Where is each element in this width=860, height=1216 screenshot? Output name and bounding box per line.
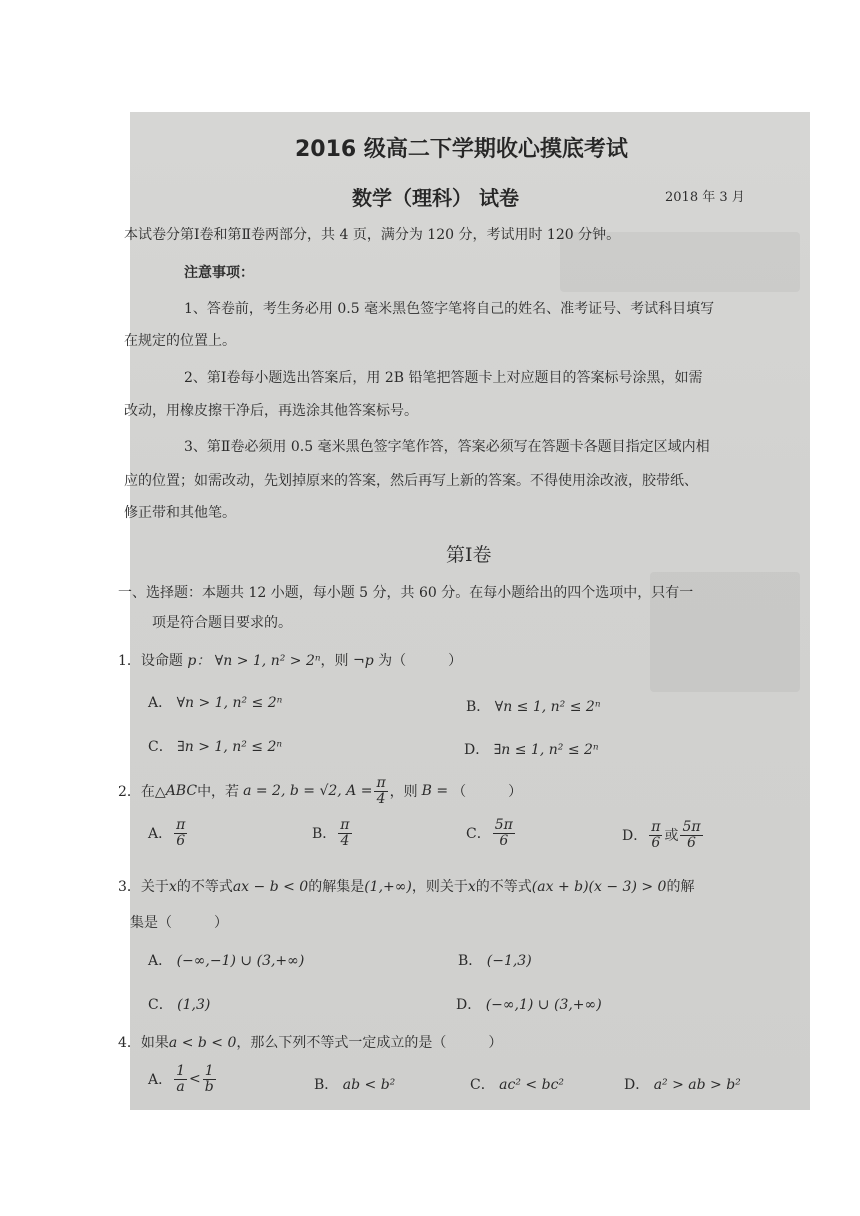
q3-option-d-text: (−∞,1) ∪ (3,+∞) [485, 997, 602, 1013]
q2-option-d-fraction-2 [680, 820, 702, 850]
question-2-stem [118, 776, 522, 806]
q3-option-c-text: (1,3) [177, 997, 211, 1013]
q2-option-d-num-1: π [651, 819, 661, 835]
q2-option-c [466, 818, 517, 848]
part1-instruction-cont: 项是符合题目要求的。 [152, 615, 292, 631]
notice-item-3-cont: 应的位置；如需改动，先划掉原来的答案，然后再写上新的答案。不得使用涂改液，胶带纸、 [124, 473, 698, 489]
q1-option-d-text: ∃n ≤ 1, n² ≤ 2ⁿ [493, 742, 599, 758]
section-title: 第Ⅰ卷 [446, 544, 492, 566]
q3-stem-d: ，则关于 [411, 879, 468, 895]
q3-option-d-label: D． [456, 997, 482, 1013]
q3-option-c [148, 994, 210, 1014]
q2-option-d [622, 820, 705, 850]
q3-var-2: x [467, 879, 476, 895]
q4-option-a-den-1: a [176, 1078, 185, 1095]
q3-solution-set: (1,+∞) [364, 879, 412, 895]
intro-text: 本试卷分第Ⅰ卷和第Ⅱ卷两部分，共 4 页，满分为 120 分，考试用时 120 分钟。 [124, 227, 621, 243]
q4-option-a-num-2: 1 [204, 1063, 214, 1079]
q3-stem-b: 的不等式 [176, 879, 233, 895]
q2-option-b-num: π [340, 817, 350, 833]
q1-negation: ¬p [353, 653, 374, 669]
q4-option-a [148, 1064, 218, 1094]
q4-option-d-text: a² > ab > b² [653, 1077, 741, 1093]
q3-inequality-1: ax − b < 0 [232, 879, 309, 895]
q3-stem-f: 的解 [666, 879, 695, 895]
q2-option-a [148, 818, 189, 848]
q3-option-a-text: (−∞,−1) ∪ (3,+∞) [176, 953, 305, 969]
question-3-stem-cont: 集是（ ） [130, 915, 228, 931]
notice-item-2: 2、第Ⅰ卷每小题选出答案后，用 2B 铅笔把答题卡上对应题目的答案标号涂黑，如需 [184, 370, 703, 386]
q1-stem-b: ，则 [320, 653, 349, 669]
q4-option-c-label: C． [470, 1077, 495, 1093]
q2-option-d-den-1: 6 [651, 834, 661, 851]
q3-option-b-text: (−1,3) [486, 953, 532, 969]
q4-option-a-fraction-2 [203, 1064, 216, 1094]
q2-condition: a = 2, b = √2, A = [243, 783, 373, 800]
q3-stem-e: 的不等式 [475, 879, 532, 895]
q1-option-b-text: ∀n ≤ 1, n² ≤ 2ⁿ [494, 699, 601, 715]
q2-option-d-den-2: 6 [687, 834, 696, 851]
q1-option-b-label: B． [466, 699, 491, 715]
q3-option-c-label: C． [148, 997, 173, 1013]
q2-target: B = [421, 783, 449, 800]
q2-option-d-or: 或 [664, 828, 679, 845]
q1-option-d [464, 739, 599, 759]
q1-stem-a: 1．设命题 [118, 653, 183, 669]
q3-option-b [458, 950, 532, 970]
q2-option-b-label: B． [312, 826, 337, 843]
notice-item-3-cont2: 修正带和其他笔。 [124, 505, 236, 521]
question-1-stem [118, 650, 462, 670]
q2-option-c-label: C． [466, 826, 491, 843]
q4-stem-a: 4．如果 [118, 1035, 169, 1051]
q2-option-d-fraction-1 [649, 820, 662, 850]
notice-item-2-cont: 改动，用橡皮擦干净后，再选涂其他答案标号。 [124, 403, 418, 419]
q1-proposition: p： ∀n > 1, n² > 2ⁿ [187, 653, 321, 669]
q2-option-a-den: 6 [176, 832, 186, 849]
exam-paper [118, 112, 810, 1110]
q1-option-b [466, 696, 601, 716]
q1-option-d-label: D． [464, 742, 490, 758]
notice-item-1-cont: 在规定的位置上。 [124, 333, 236, 349]
q2-stem-c: ，则 [389, 784, 418, 801]
q4-option-d [624, 1074, 741, 1094]
q3-option-d [456, 994, 602, 1014]
notice-heading: 注意事项： [184, 265, 254, 281]
q2-stem-d: （ ） [452, 784, 523, 801]
q4-option-c [470, 1074, 564, 1094]
q2-option-b-fraction [338, 818, 351, 848]
q2-option-a-label: A． [148, 826, 173, 843]
q4-option-c-text: ac² < bc² [499, 1077, 565, 1093]
question-4-stem [118, 1032, 502, 1052]
q2-option-d-label: D． [622, 828, 648, 845]
q4-condition: a < b < 0 [168, 1035, 237, 1051]
q4-option-b-label: B． [314, 1077, 339, 1093]
part1-instruction: 一、选择题：本题共 12 小题，每小题 5 分，共 60 分。在每小题给出的四个选项中，只有一 [118, 585, 694, 601]
q2-option-b-den: 4 [340, 832, 350, 849]
q4-option-a-label: A． [148, 1072, 173, 1089]
exam-date: 2018 年 3 月 [665, 190, 745, 205]
q2-option-b [312, 818, 354, 848]
q4-option-b-text: ab < b² [342, 1077, 396, 1093]
q3-option-a [148, 950, 304, 970]
q2-option-c-fraction [493, 818, 515, 848]
question-3-stem [118, 876, 694, 896]
q1-option-a [148, 692, 282, 712]
q2-option-c-num: 5π [494, 817, 513, 833]
q4-option-a-den-2: b [204, 1078, 214, 1095]
notice-item-1: 1、答卷前，考生务必用 0.5 毫米黑色签字笔将自己的姓名、准考证号、考试科目填写 [184, 301, 715, 317]
q1-option-c-label: C． [148, 739, 173, 755]
q2-angle-numerator: π [376, 775, 386, 791]
q1-option-c-text: ∃n > 1, n² ≤ 2ⁿ [177, 739, 283, 755]
q2-stem-b: 中，若 [197, 784, 240, 801]
exam-title: 2016 级高二下学期收心摸底考试 [295, 137, 628, 162]
notice-item-3: 3、第Ⅱ卷必须用 0.5 毫米黑色签字笔作答，答案必须写在答题卡各题目指定区域内相 [184, 439, 710, 455]
q2-triangle: ABC [165, 783, 198, 800]
q3-stem-c: 的解集是 [308, 879, 365, 895]
exam-subtitle: 数学（理科） 试卷 [352, 186, 519, 210]
q2-angle-fraction [374, 776, 387, 806]
q4-option-a-fraction-1 [174, 1064, 187, 1094]
q1-option-a-text: ∀n > 1, n² ≤ 2ⁿ [176, 695, 283, 711]
q2-option-a-fraction [174, 818, 187, 848]
q2-option-c-den: 6 [499, 832, 509, 849]
q4-stem-b: ，那么下列不等式一定成立的是（ ） [236, 1035, 503, 1051]
q4-option-b [314, 1074, 395, 1094]
q2-option-a-num: π [176, 817, 186, 833]
q1-option-a-label: A． [148, 695, 173, 711]
q3-var-1: x [168, 879, 177, 895]
q4-option-d-label: D． [624, 1077, 650, 1093]
q1-option-c [148, 736, 282, 756]
q2-angle-denominator: 4 [376, 790, 386, 807]
q3-option-b-label: B． [458, 953, 483, 969]
q1-stem-c: 为（ ） [378, 653, 463, 669]
q3-stem-a: 3．关于 [118, 879, 169, 895]
q3-option-a-label: A． [148, 953, 173, 969]
q2-option-d-num-2: 5π [682, 819, 701, 835]
q3-inequality-2: (ax + b)(x − 3) > 0 [531, 879, 667, 895]
q4-option-a-lt: < [189, 1071, 201, 1088]
q2-stem-a: 2．在△ [118, 784, 166, 801]
q4-option-a-num-1: 1 [176, 1063, 186, 1079]
